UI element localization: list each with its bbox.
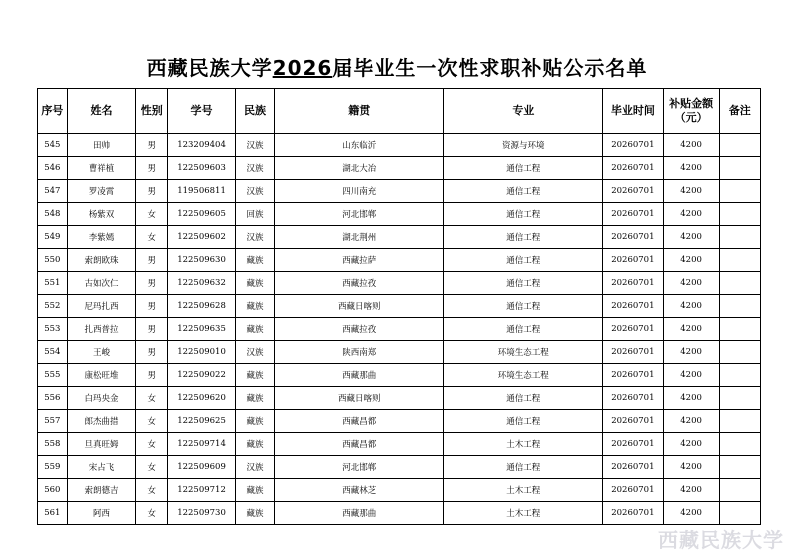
cell-origin: 西藏拉萨 bbox=[275, 249, 444, 272]
cell-name: 尼玛扎西 bbox=[67, 295, 136, 318]
cell-student-id: 122509630 bbox=[168, 249, 236, 272]
cell-grad-time: 20260701 bbox=[603, 341, 663, 364]
cell-amount: 4200 bbox=[663, 203, 719, 226]
cell-major: 通信工程 bbox=[444, 226, 603, 249]
table-row bbox=[38, 341, 761, 364]
cell-seq: 549 bbox=[38, 226, 68, 249]
table-row bbox=[38, 318, 761, 341]
table-row bbox=[38, 295, 761, 318]
cell-remarks bbox=[719, 433, 760, 456]
cell-grad-time: 20260701 bbox=[603, 364, 663, 387]
cell-major: 通信工程 bbox=[444, 272, 603, 295]
cell-amount: 4200 bbox=[663, 180, 719, 203]
cell-gender: 男 bbox=[136, 364, 168, 387]
cell-gender: 男 bbox=[136, 249, 168, 272]
cell-origin: 河北邯郸 bbox=[275, 456, 444, 479]
cell-major: 通信工程 bbox=[444, 387, 603, 410]
cell-remarks bbox=[719, 295, 760, 318]
cell-seq: 551 bbox=[38, 272, 68, 295]
cell-grad-time: 20260701 bbox=[603, 226, 663, 249]
cell-amount: 4200 bbox=[663, 364, 719, 387]
cell-amount: 4200 bbox=[663, 295, 719, 318]
cell-student-id: 122509609 bbox=[168, 456, 236, 479]
cell-seq: 547 bbox=[38, 180, 68, 203]
table-row bbox=[38, 387, 761, 410]
header-origin: 籍贯 bbox=[275, 89, 444, 134]
cell-amount: 4200 bbox=[663, 134, 719, 157]
cell-amount: 4200 bbox=[663, 387, 719, 410]
cell-ethnicity: 藏族 bbox=[235, 364, 274, 387]
cell-ethnicity: 藏族 bbox=[235, 272, 274, 295]
cell-seq: 552 bbox=[38, 295, 68, 318]
cell-remarks bbox=[719, 180, 760, 203]
cell-major: 土木工程 bbox=[444, 502, 603, 525]
cell-origin: 西藏拉孜 bbox=[275, 318, 444, 341]
cell-remarks bbox=[719, 387, 760, 410]
cell-grad-time: 20260701 bbox=[603, 203, 663, 226]
cell-seq: 558 bbox=[38, 433, 68, 456]
cell-student-id: 122509603 bbox=[168, 157, 236, 180]
cell-name: 王峻 bbox=[67, 341, 136, 364]
cell-seq: 557 bbox=[38, 410, 68, 433]
header-remarks: 备注 bbox=[719, 89, 760, 134]
cell-seq: 553 bbox=[38, 318, 68, 341]
cell-remarks bbox=[719, 134, 760, 157]
cell-origin: 湖北大冶 bbox=[275, 157, 444, 180]
cell-gender: 男 bbox=[136, 295, 168, 318]
cell-seq: 559 bbox=[38, 456, 68, 479]
cell-student-id: 123209404 bbox=[168, 134, 236, 157]
cell-major: 通信工程 bbox=[444, 157, 603, 180]
table-row bbox=[38, 364, 761, 387]
cell-remarks bbox=[719, 502, 760, 525]
cell-ethnicity: 汉族 bbox=[235, 134, 274, 157]
cell-ethnicity: 藏族 bbox=[235, 410, 274, 433]
cell-name: 曹祥植 bbox=[67, 157, 136, 180]
cell-grad-time: 20260701 bbox=[603, 272, 663, 295]
table-row bbox=[38, 502, 761, 525]
title-suffix: 届毕业生一次性求职补贴公示名单 bbox=[332, 56, 648, 80]
table-row bbox=[38, 180, 761, 203]
table-body bbox=[38, 134, 761, 525]
cell-grad-time: 20260701 bbox=[603, 433, 663, 456]
cell-student-id: 122509712 bbox=[168, 479, 236, 502]
cell-ethnicity: 藏族 bbox=[235, 318, 274, 341]
cell-name: 杨紫双 bbox=[67, 203, 136, 226]
cell-remarks bbox=[719, 456, 760, 479]
watermark-logo: 西藏民族大学 bbox=[658, 528, 784, 552]
cell-name: 李紫嫣 bbox=[67, 226, 136, 249]
cell-gender: 男 bbox=[136, 134, 168, 157]
cell-ethnicity: 藏族 bbox=[235, 433, 274, 456]
cell-amount: 4200 bbox=[663, 318, 719, 341]
cell-ethnicity: 藏族 bbox=[235, 387, 274, 410]
cell-origin: 河北邯郸 bbox=[275, 203, 444, 226]
cell-ethnicity: 汉族 bbox=[235, 157, 274, 180]
cell-seq: 560 bbox=[38, 479, 68, 502]
cell-origin: 西藏昌都 bbox=[275, 433, 444, 456]
cell-name: 田帅 bbox=[67, 134, 136, 157]
cell-amount: 4200 bbox=[663, 410, 719, 433]
cell-major: 环境生态工程 bbox=[444, 341, 603, 364]
cell-grad-time: 20260701 bbox=[603, 502, 663, 525]
cell-grad-time: 20260701 bbox=[603, 410, 663, 433]
subsidy-list-table bbox=[37, 88, 761, 525]
cell-major: 通信工程 bbox=[444, 203, 603, 226]
cell-grad-time: 20260701 bbox=[603, 456, 663, 479]
table-header-row bbox=[38, 89, 761, 134]
cell-origin: 西藏那曲 bbox=[275, 364, 444, 387]
cell-ethnicity: 汉族 bbox=[235, 456, 274, 479]
cell-amount: 4200 bbox=[663, 157, 719, 180]
table-row bbox=[38, 272, 761, 295]
cell-ethnicity: 藏族 bbox=[235, 249, 274, 272]
cell-amount: 4200 bbox=[663, 433, 719, 456]
table-row bbox=[38, 134, 761, 157]
cell-seq: 555 bbox=[38, 364, 68, 387]
cell-grad-time: 20260701 bbox=[603, 180, 663, 203]
table-row bbox=[38, 157, 761, 180]
cell-gender: 男 bbox=[136, 272, 168, 295]
cell-major: 土木工程 bbox=[444, 433, 603, 456]
cell-gender: 男 bbox=[136, 318, 168, 341]
cell-major: 通信工程 bbox=[444, 456, 603, 479]
cell-origin: 山东临沂 bbox=[275, 134, 444, 157]
cell-major: 通信工程 bbox=[444, 410, 603, 433]
cell-origin: 西藏日喀则 bbox=[275, 295, 444, 318]
cell-student-id: 122509010 bbox=[168, 341, 236, 364]
header-grad-time: 毕业时间 bbox=[603, 89, 663, 134]
cell-gender: 女 bbox=[136, 203, 168, 226]
cell-student-id: 122509602 bbox=[168, 226, 236, 249]
cell-major: 环境生态工程 bbox=[444, 364, 603, 387]
cell-remarks bbox=[719, 272, 760, 295]
header-major: 专业 bbox=[444, 89, 603, 134]
cell-remarks bbox=[719, 479, 760, 502]
cell-major: 通信工程 bbox=[444, 180, 603, 203]
cell-name: 旦真旺姆 bbox=[67, 433, 136, 456]
cell-name: 索朗欧珠 bbox=[67, 249, 136, 272]
cell-seq: 556 bbox=[38, 387, 68, 410]
cell-student-id: 122509730 bbox=[168, 502, 236, 525]
cell-grad-time: 20260701 bbox=[603, 249, 663, 272]
cell-name: 白玛央金 bbox=[67, 387, 136, 410]
header-student-id: 学号 bbox=[168, 89, 236, 134]
cell-major: 通信工程 bbox=[444, 318, 603, 341]
table-row bbox=[38, 479, 761, 502]
cell-major: 资源与环境 bbox=[444, 134, 603, 157]
cell-name: 宋占飞 bbox=[67, 456, 136, 479]
cell-name: 郎杰曲措 bbox=[67, 410, 136, 433]
cell-name: 古如次仁 bbox=[67, 272, 136, 295]
cell-remarks bbox=[719, 249, 760, 272]
cell-remarks bbox=[719, 203, 760, 226]
cell-grad-time: 20260701 bbox=[603, 134, 663, 157]
cell-gender: 男 bbox=[136, 341, 168, 364]
table-row bbox=[38, 410, 761, 433]
cell-seq: 548 bbox=[38, 203, 68, 226]
cell-ethnicity: 藏族 bbox=[235, 502, 274, 525]
cell-grad-time: 20260701 bbox=[603, 479, 663, 502]
cell-seq: 550 bbox=[38, 249, 68, 272]
cell-origin: 陕西南郑 bbox=[275, 341, 444, 364]
header-name: 姓名 bbox=[67, 89, 136, 134]
cell-name: 阿西 bbox=[67, 502, 136, 525]
cell-name: 扎西普拉 bbox=[67, 318, 136, 341]
cell-grad-time: 20260701 bbox=[603, 318, 663, 341]
cell-seq: 561 bbox=[38, 502, 68, 525]
cell-student-id: 122509625 bbox=[168, 410, 236, 433]
header-seq: 序号 bbox=[38, 89, 68, 134]
table-row bbox=[38, 226, 761, 249]
cell-origin: 湖北荆州 bbox=[275, 226, 444, 249]
cell-origin: 西藏昌都 bbox=[275, 410, 444, 433]
cell-remarks bbox=[719, 410, 760, 433]
cell-gender: 女 bbox=[136, 387, 168, 410]
table-row bbox=[38, 456, 761, 479]
cell-gender: 男 bbox=[136, 157, 168, 180]
cell-grad-time: 20260701 bbox=[603, 157, 663, 180]
cell-major: 通信工程 bbox=[444, 249, 603, 272]
cell-student-id: 122509022 bbox=[168, 364, 236, 387]
cell-student-id: 119506811 bbox=[168, 180, 236, 203]
cell-student-id: 122509620 bbox=[168, 387, 236, 410]
cell-grad-time: 20260701 bbox=[603, 295, 663, 318]
cell-grad-time: 20260701 bbox=[603, 387, 663, 410]
cell-amount: 4200 bbox=[663, 226, 719, 249]
cell-ethnicity: 汉族 bbox=[235, 341, 274, 364]
cell-amount: 4200 bbox=[663, 272, 719, 295]
cell-student-id: 122509632 bbox=[168, 272, 236, 295]
cell-amount: 4200 bbox=[663, 341, 719, 364]
cell-origin: 西藏日喀则 bbox=[275, 387, 444, 410]
cell-ethnicity: 汉族 bbox=[235, 180, 274, 203]
cell-gender: 女 bbox=[136, 479, 168, 502]
cell-amount: 4200 bbox=[663, 249, 719, 272]
cell-gender: 男 bbox=[136, 180, 168, 203]
cell-ethnicity: 回族 bbox=[235, 203, 274, 226]
header-gender: 性别 bbox=[136, 89, 168, 134]
cell-student-id: 122509628 bbox=[168, 295, 236, 318]
table-row bbox=[38, 249, 761, 272]
table-row bbox=[38, 203, 761, 226]
cell-student-id: 122509714 bbox=[168, 433, 236, 456]
cell-remarks bbox=[719, 341, 760, 364]
cell-amount: 4200 bbox=[663, 479, 719, 502]
cell-remarks bbox=[719, 364, 760, 387]
table-row bbox=[38, 433, 761, 456]
cell-origin: 西藏那曲 bbox=[275, 502, 444, 525]
document-title bbox=[0, 52, 794, 81]
cell-gender: 女 bbox=[136, 433, 168, 456]
cell-gender: 女 bbox=[136, 456, 168, 479]
cell-origin: 西藏拉孜 bbox=[275, 272, 444, 295]
cell-major: 通信工程 bbox=[444, 295, 603, 318]
header-ethnicity: 民族 bbox=[235, 89, 274, 134]
cell-seq: 545 bbox=[38, 134, 68, 157]
cell-origin: 四川南充 bbox=[275, 180, 444, 203]
cell-name: 罗凌霄 bbox=[67, 180, 136, 203]
cell-amount: 4200 bbox=[663, 502, 719, 525]
cell-remarks bbox=[719, 226, 760, 249]
cell-seq: 546 bbox=[38, 157, 68, 180]
cell-gender: 女 bbox=[136, 502, 168, 525]
cell-gender: 女 bbox=[136, 410, 168, 433]
cell-amount: 4200 bbox=[663, 456, 719, 479]
cell-origin: 西藏林芝 bbox=[275, 479, 444, 502]
cell-name: 康松旺堆 bbox=[67, 364, 136, 387]
cell-remarks bbox=[719, 157, 760, 180]
cell-name: 索朗德吉 bbox=[67, 479, 136, 502]
title-prefix: 西藏民族大学 bbox=[146, 56, 273, 80]
cell-ethnicity: 藏族 bbox=[235, 295, 274, 318]
title-year: 2026 bbox=[272, 56, 333, 80]
cell-seq: 554 bbox=[38, 341, 68, 364]
cell-gender: 女 bbox=[136, 226, 168, 249]
cell-ethnicity: 汉族 bbox=[235, 226, 274, 249]
cell-ethnicity: 藏族 bbox=[235, 479, 274, 502]
cell-student-id: 122509605 bbox=[168, 203, 236, 226]
cell-student-id: 122509635 bbox=[168, 318, 236, 341]
header-amount: 补贴金额（元） bbox=[663, 89, 719, 134]
cell-remarks bbox=[719, 318, 760, 341]
cell-major: 土木工程 bbox=[444, 479, 603, 502]
